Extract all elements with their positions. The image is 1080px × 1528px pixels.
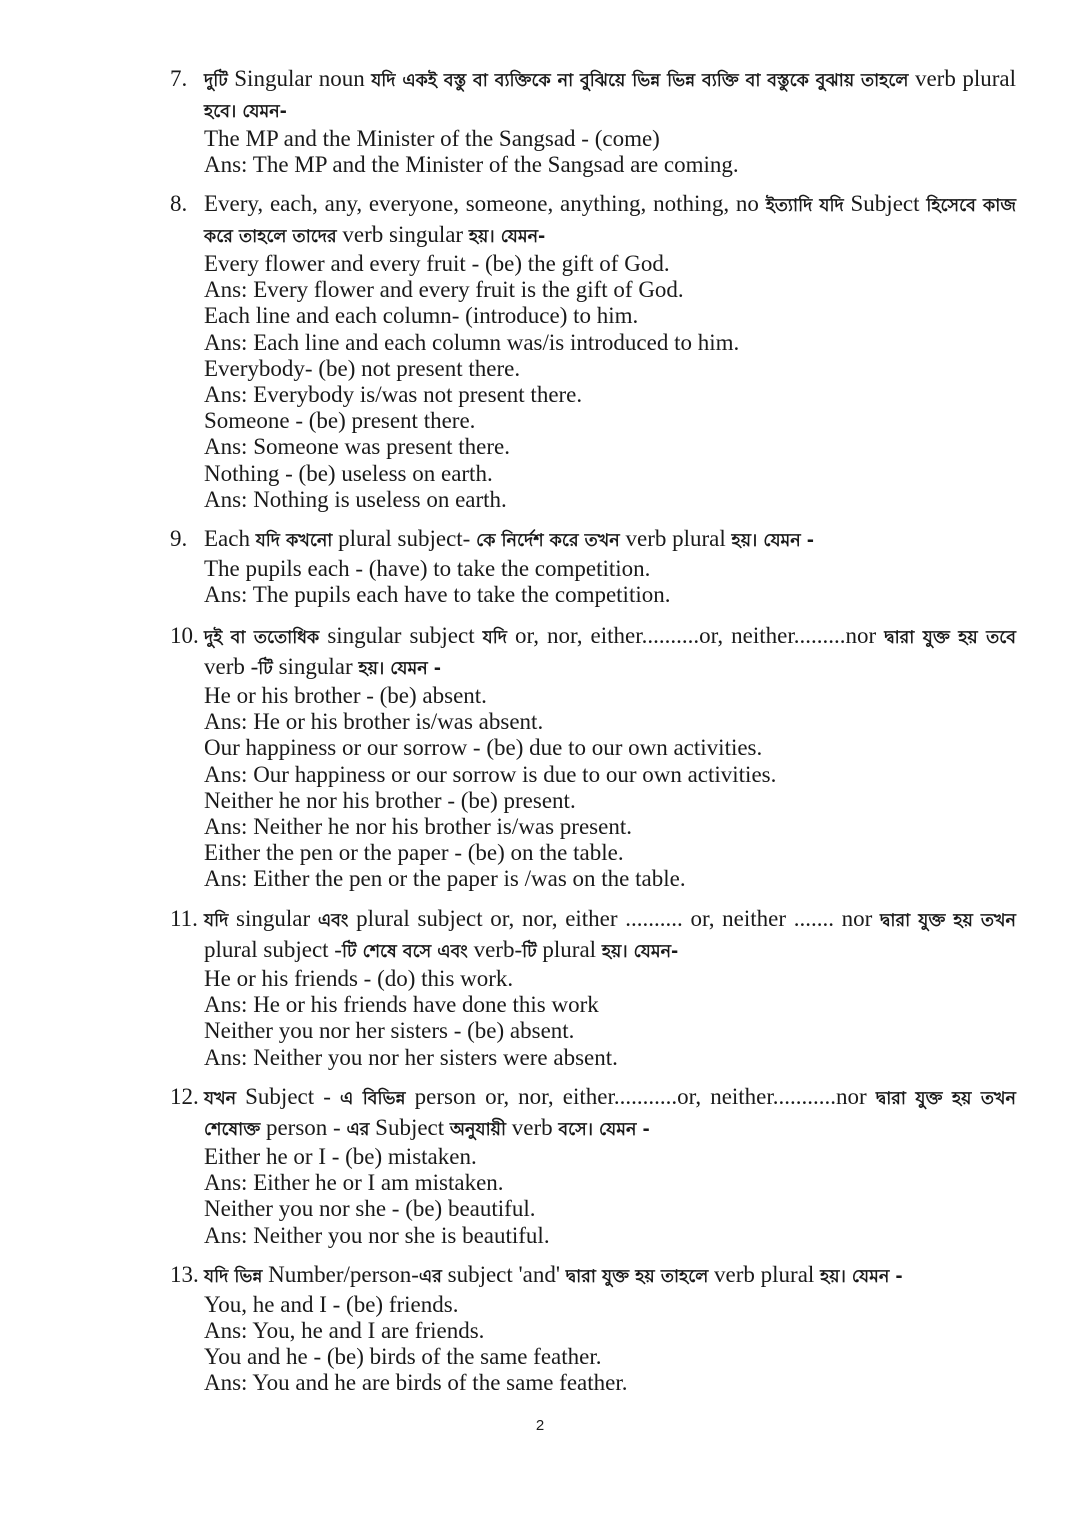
answer-line: Ans: Nothing is useless on earth. (204, 486, 507, 512)
rule-description: যদি ভিন্ন Number/person-এর subject 'and' দ্বারা যুক্ত হয় তাহলে verb plural হয়। যেমন - (204, 1262, 903, 1287)
answer-line: Ans: You, he and I are friends. (204, 1317, 485, 1343)
rule-8 (170, 190, 1016, 513)
rule-9 (170, 525, 1016, 608)
example-line: You, he and I - (be) friends. (204, 1291, 459, 1317)
example-line: Every flower and every fruit - (be) the gift of God. (204, 251, 670, 276)
example-line: You and he - (be) birds of the same feather. (204, 1343, 602, 1369)
answer-line: Ans: Neither you nor she is beautiful. (204, 1222, 550, 1248)
answer-line: Ans: The MP and the Minister of the Sangsad are coming. (204, 152, 739, 178)
example-line: The pupils each - (have) to take the competition. (204, 555, 651, 581)
answer-line: Ans: You and he are birds of the same feather. (204, 1370, 628, 1396)
rule-description: দুটি Singular noun যদি একই বস্তু বা ব্যক্তিকে না বুঝিয়ে ভিন্ন ভিন্ন ব্যক্তি বা বস্তুকে বুঝায় তাহলে verb plural হবে। যেমন- (204, 66, 1016, 122)
example-line: Neither you nor she - (be) beautiful. (204, 1196, 536, 1222)
example-line: He or his brother - (be) absent. (204, 683, 487, 708)
answer-line: Ans: Everybody is/was not present there. (204, 382, 583, 408)
example-line: Nothing - (be) useless on earth. (204, 460, 493, 486)
example-line: Everybody- (be) not present there. (204, 355, 521, 381)
rule-description: যখন Subject - এ বিভিন্ন person or, nor, either...........or, neither...........nor দ্বারা যুক্ত হয় তখন শেষোক্ত person - এর Subject অনুযায়ী verb বসে। যেমন - (204, 1084, 1016, 1140)
rule-number: 12. (170, 1084, 199, 1109)
answer-line: Ans: The pupils each have to take the competition. (204, 581, 671, 607)
rule-10 (170, 622, 1016, 893)
rule-11 (170, 905, 1016, 1071)
example-line: Each line and each column- (introduce) to him. (204, 303, 639, 329)
answer-line: Ans: Each line and each column was/is introduced to him. (204, 329, 740, 355)
example-line: The MP and the Minister of the Sangsad - (come) (204, 126, 660, 151)
example-line: Our happiness or our sorrow - (be) due to our own activities. (204, 735, 763, 761)
rule-description: দুই বা ততোধিক singular subject যদি or, nor, either..........or, neither.........nor দ্বারা যুক্ত হয় তবে verb -টি singular হয়। যেমন - (204, 623, 1016, 679)
example-line: Someone - (be) present there. (204, 408, 476, 434)
example-line: Either he or I - (be) mistaken. (204, 1144, 477, 1169)
rule-13 (170, 1261, 1016, 1396)
example-line: He or his friends - (do) this work. (204, 966, 514, 991)
rule-number: 13. (170, 1262, 199, 1287)
answer-line: Ans: Every flower and every fruit is the gift of God. (204, 277, 684, 303)
answer-line: Ans: Neither you nor her sisters were absent. (204, 1044, 618, 1070)
example-line: Neither you nor her sisters - (be) absent. (204, 1018, 575, 1044)
rule-description: Each যদি কখনো plural subject- কে নির্দেশ করে তখন verb plural হয়। যেমন - (204, 526, 815, 551)
example-line: Either the pen or the paper - (be) on the table. (204, 840, 624, 866)
answer-line: Ans: Either he or I am mistaken. (204, 1170, 504, 1196)
page-number: 2 (535, 1417, 545, 1434)
answer-line: Ans: Someone was present there. (204, 434, 510, 460)
rule-number: 10. (170, 623, 199, 648)
rule-description: Every, each, any, everyone, someone, anything, nothing, no ইত্যাদি যদি Subject হিসেবে কাজ করে তাহলে তাদের verb singular হয়। যেমন- (204, 191, 1016, 247)
example-line: Neither he nor his brother - (be) present. (204, 787, 576, 813)
answer-line: Ans: He or his brother is/was absent. (204, 709, 544, 735)
rule-7 (170, 65, 1016, 178)
answer-line: Ans: Either the pen or the paper is /was on the table. (204, 866, 686, 892)
rule-number: 8. (170, 191, 188, 216)
answer-line: Ans: Our happiness or our sorrow is due to our own activities. (204, 761, 777, 787)
rule-number: 7. (170, 66, 188, 91)
rule-description: যদি singular এবং plural subject or, nor, either .......... or, neither ....... nor দ্বারা যুক্ত হয় তখন plural subject -টি শেষে বসে এবং verb-টি plural হয়। যেমন- (204, 906, 1016, 962)
answer-line: Ans: He or his friends have done this work (204, 992, 599, 1018)
rule-12 (170, 1083, 1016, 1249)
rule-number: 11. (170, 906, 198, 931)
rule-number: 9. (170, 526, 188, 551)
answer-line: Ans: Neither he nor his brother is/was present. (204, 814, 632, 840)
